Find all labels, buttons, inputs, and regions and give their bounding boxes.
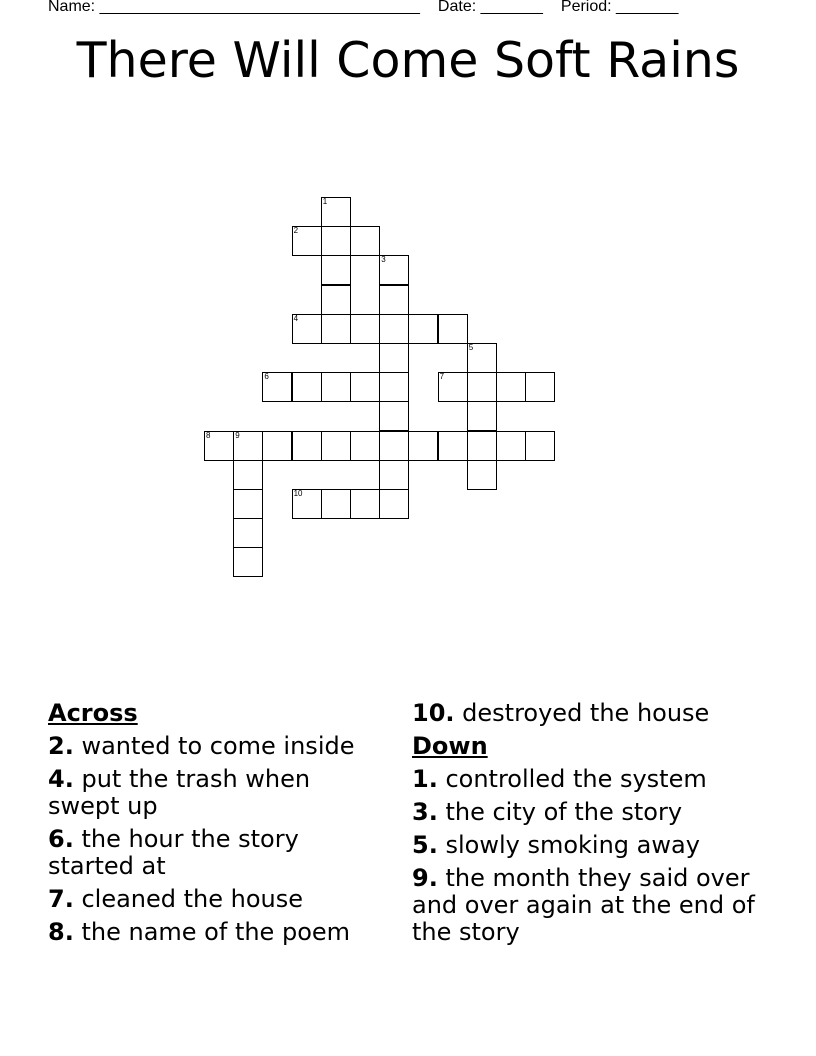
period-field[interactable]: Period: _______ xyxy=(560,0,679,15)
crossword-cell[interactable] xyxy=(292,314,322,344)
crossword-cell[interactable] xyxy=(321,226,351,256)
clue-number: 4. xyxy=(48,765,74,793)
cell-number: 1 xyxy=(322,197,328,206)
crossword-cell[interactable] xyxy=(321,285,351,315)
clue-number: 1. xyxy=(412,765,438,793)
clue-number: 5. xyxy=(412,831,438,859)
clue-across-10 xyxy=(412,700,762,727)
page-title: There Will Come Soft Rains xyxy=(76,32,740,89)
clue-down-3 xyxy=(412,799,762,826)
crossword-cell[interactable] xyxy=(408,314,438,344)
clue-text: slowly smoking away xyxy=(445,831,700,859)
crossword-cell[interactable] xyxy=(350,226,380,256)
crossword-cell[interactable] xyxy=(321,314,351,344)
crossword-cell[interactable] xyxy=(467,401,497,431)
cell-number: 6 xyxy=(264,372,269,382)
clue-text: the city of the story xyxy=(445,798,683,826)
crossword-cell[interactable] xyxy=(233,431,263,461)
crossword-cell[interactable] xyxy=(379,343,409,373)
crossword-cell[interactable] xyxy=(467,343,497,373)
clue-down-9 xyxy=(412,865,762,946)
crossword-cell[interactable] xyxy=(379,460,409,490)
clue-number: 3. xyxy=(412,798,438,826)
clue-number: 7. xyxy=(48,885,74,913)
crossword-cell[interactable] xyxy=(379,372,409,402)
crossword-cell[interactable] xyxy=(262,431,292,461)
crossword-cell[interactable] xyxy=(438,314,468,344)
crossword-cell[interactable] xyxy=(408,431,438,461)
crossword-cell[interactable] xyxy=(350,314,380,344)
clue-across-4 xyxy=(48,766,388,820)
crossword-cell[interactable] xyxy=(292,489,322,519)
crossword-cell[interactable] xyxy=(467,372,497,402)
crossword-cell[interactable] xyxy=(350,431,380,461)
crossword-cell[interactable] xyxy=(467,460,497,490)
crossword-cell[interactable] xyxy=(525,372,555,402)
cell-number: 9 xyxy=(235,430,240,440)
clue-down-1 xyxy=(412,766,762,793)
crossword-cell[interactable] xyxy=(321,431,351,461)
cell-number: 5 xyxy=(468,343,474,352)
clue-down-5 xyxy=(412,832,762,859)
crossword-cell[interactable] xyxy=(379,314,409,344)
crossword-cell[interactable] xyxy=(204,431,234,461)
name-field[interactable]: Name: ____________________________________ xyxy=(48,0,420,15)
crossword-cell[interactable] xyxy=(292,372,322,402)
clue-number: 2. xyxy=(48,732,74,760)
crossword-cell[interactable] xyxy=(350,372,380,402)
clues-right-column xyxy=(412,700,762,952)
across-heading: Across xyxy=(48,699,138,727)
crossword-cell[interactable] xyxy=(233,518,263,548)
crossword-cell[interactable] xyxy=(496,372,526,402)
crossword-cell[interactable] xyxy=(525,431,555,461)
clue-across-8 xyxy=(48,919,388,946)
crossword-cell[interactable] xyxy=(467,431,497,461)
cell-number: 4 xyxy=(293,313,299,323)
crossword-cell[interactable] xyxy=(438,431,468,461)
clue-text: cleaned the house xyxy=(81,885,304,913)
clue-text: the hour the story started at xyxy=(48,825,299,880)
clue-number: 10. xyxy=(412,699,455,727)
clue-text: put the trash when swept up xyxy=(48,765,311,820)
crossword-cell[interactable] xyxy=(233,547,263,577)
clues-left-column xyxy=(48,700,388,952)
crossword-cell[interactable] xyxy=(379,401,409,431)
crossword-cell[interactable] xyxy=(379,255,409,285)
crossword-cell[interactable] xyxy=(292,431,322,461)
clue-across-6 xyxy=(48,826,388,880)
cell-number: 8 xyxy=(206,430,211,440)
crossword-cell[interactable] xyxy=(379,431,409,461)
crossword-cell[interactable] xyxy=(321,255,351,285)
cell-number: 7 xyxy=(439,372,445,382)
crossword-cell[interactable] xyxy=(438,372,468,402)
clue-text: destroyed the house xyxy=(462,699,710,727)
crossword-cell[interactable] xyxy=(350,489,380,519)
crossword-grid xyxy=(204,197,554,576)
crossword-cell[interactable] xyxy=(321,489,351,519)
crossword-cell[interactable] xyxy=(321,372,351,402)
crossword-cell[interactable] xyxy=(233,460,263,490)
crossword-cell[interactable] xyxy=(292,226,322,256)
cell-number: 2 xyxy=(293,226,299,236)
crossword-cell[interactable] xyxy=(496,431,526,461)
crossword-cell[interactable] xyxy=(379,489,409,519)
crossword-cell[interactable] xyxy=(262,372,292,402)
clue-across-7 xyxy=(48,886,388,913)
worksheet-header xyxy=(48,0,678,16)
clue-text: controlled the system xyxy=(445,765,707,793)
clue-text: the month they said over and over again at the end of the story xyxy=(412,864,755,946)
cell-number: 3 xyxy=(381,255,386,265)
clue-number: 8. xyxy=(48,918,74,946)
clue-number: 6. xyxy=(48,825,74,853)
crossword-cell[interactable] xyxy=(233,489,263,519)
clue-text: the name of the poem xyxy=(81,918,351,946)
crossword-cell[interactable] xyxy=(379,285,409,315)
down-heading: Down xyxy=(412,732,488,760)
cell-number: 10 xyxy=(293,489,303,498)
date-field[interactable]: Date: _______ xyxy=(437,0,543,15)
clue-text: wanted to come inside xyxy=(81,732,355,760)
clue-number: 9. xyxy=(412,864,438,892)
crossword-cell[interactable] xyxy=(321,197,351,227)
clue-across-2 xyxy=(48,733,388,760)
